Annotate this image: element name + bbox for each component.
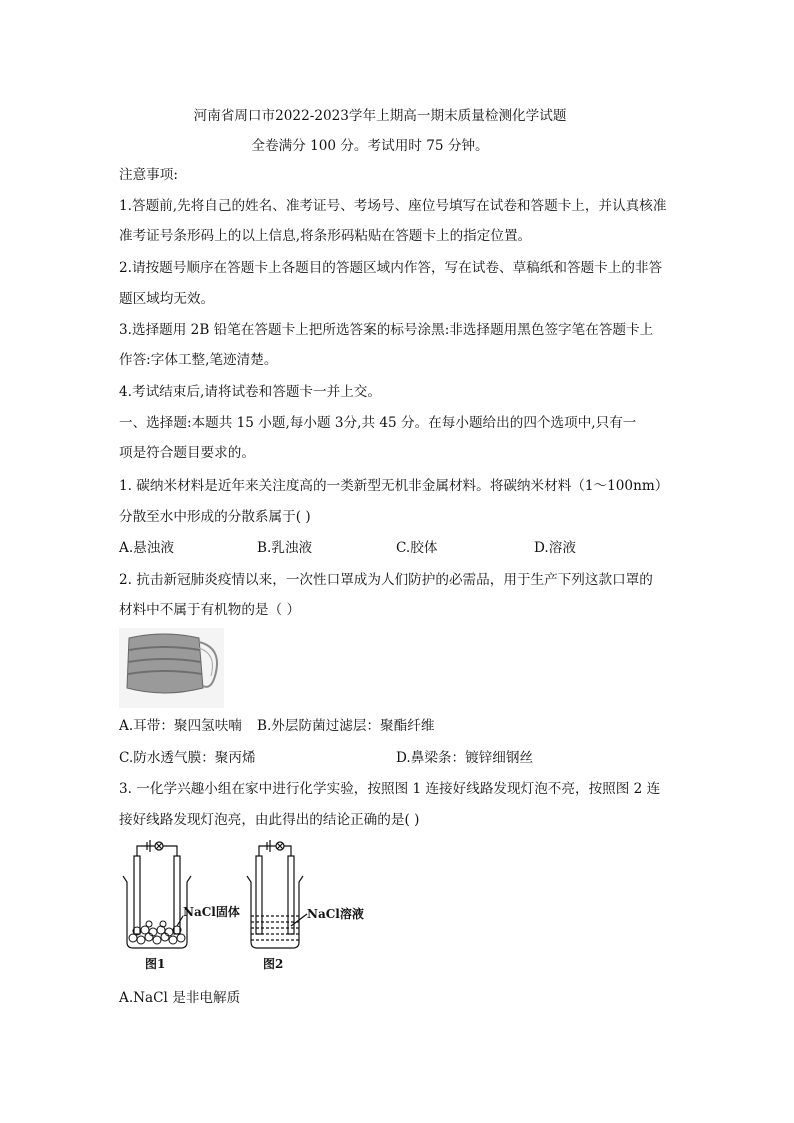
- notes-line: 2.请按题号顺序在答题卡上各题目的答题区域内作答，写在试卷、草稿纸和答题卡上的非答: [119, 260, 663, 276]
- question-1-option-a: A.悬浊液: [119, 540, 174, 556]
- question-1-stem: 1. 碳纳米材料是近年来关注度高的一类新型无机非金属材料。将碳纳米材料（1～100nm）: [119, 478, 669, 494]
- question-3-option-a: A.NaCl 是非电解质: [119, 990, 241, 1006]
- question-1-option-d: D.溶液: [534, 540, 576, 556]
- question-3-stem: 3. 一化学兴趣小组在家中进行化学实验，按照图 1 连接好线路发现灯泡不亮，按照图 2 连: [119, 781, 661, 797]
- question-2-option-a: A.耳带：聚四氢呋喃: [119, 718, 242, 734]
- notes-line: 1.答题前,先将自己的姓名、准考证号、考场号、座位号填写在试卷和答题卡上，并认真核准: [119, 198, 667, 214]
- question-1-option-c: C.胶体: [396, 540, 438, 556]
- notes-line: 3.选择题用 2B 铅笔在答题卡上把所选答案的标号涂黑:非选择题用黑色签字笔在答题卡上: [119, 322, 654, 338]
- notes-heading: 注意事项:: [119, 167, 178, 183]
- face-mask-image: [119, 628, 224, 708]
- question-2-option-c: C.防水透气膜：聚丙烯: [119, 750, 256, 766]
- figure-1-label: NaCl固体: [183, 905, 240, 919]
- section-heading: 一、选择题:本题共 15 小题,每小题 3分,共 45 分。在每小题给出的四个选项中,只有一: [119, 415, 637, 431]
- page-subtitle: 全卷满分 100 分。考试用时 75 分钟。: [251, 138, 489, 154]
- notes-line: 作答:字体工整,笔迹清楚。: [119, 352, 278, 368]
- figure-2-caption: 图2: [263, 957, 284, 971]
- question-2-option-b: B.外层防菌过滤层：聚酯纤维: [257, 718, 435, 734]
- question-1-option-b: B.乳浊液: [257, 540, 313, 556]
- question-2-stem: 材料中不属于有机物的是（ ）: [119, 602, 301, 618]
- question-2-stem: 2. 抗击新冠肺炎疫情以来，一次性口罩成为人们防护的必需品，用于生产下列这款口罩的: [119, 572, 653, 588]
- question-2-option-d: D.鼻梁条：镀锌细钢丝: [396, 750, 534, 766]
- question-1-stem: 分散至水中形成的分散系属于( ): [119, 509, 311, 525]
- notes-line: 准考证号条形码上的以上信息,将条形码粘贴在答题卡上的指定位置。: [119, 228, 532, 244]
- notes-line: 4.考试结束后,请将试卷和答题卡一并上交。: [119, 384, 381, 400]
- section-heading: 项是符合题目要求的。: [119, 445, 255, 461]
- figure-2-label: NaCl溶液: [307, 907, 364, 921]
- figure-1-caption: 图1: [145, 957, 166, 971]
- notes-line: 题区域均无效。: [119, 291, 215, 307]
- circuit-figure: [119, 838, 364, 976]
- question-3-stem: 接好线路发现灯泡亮，由此得出的结论正确的是( ): [119, 812, 420, 828]
- page-title: 河南省周口市2022-2023学年上期高一期末质量检测化学试题: [193, 108, 567, 124]
